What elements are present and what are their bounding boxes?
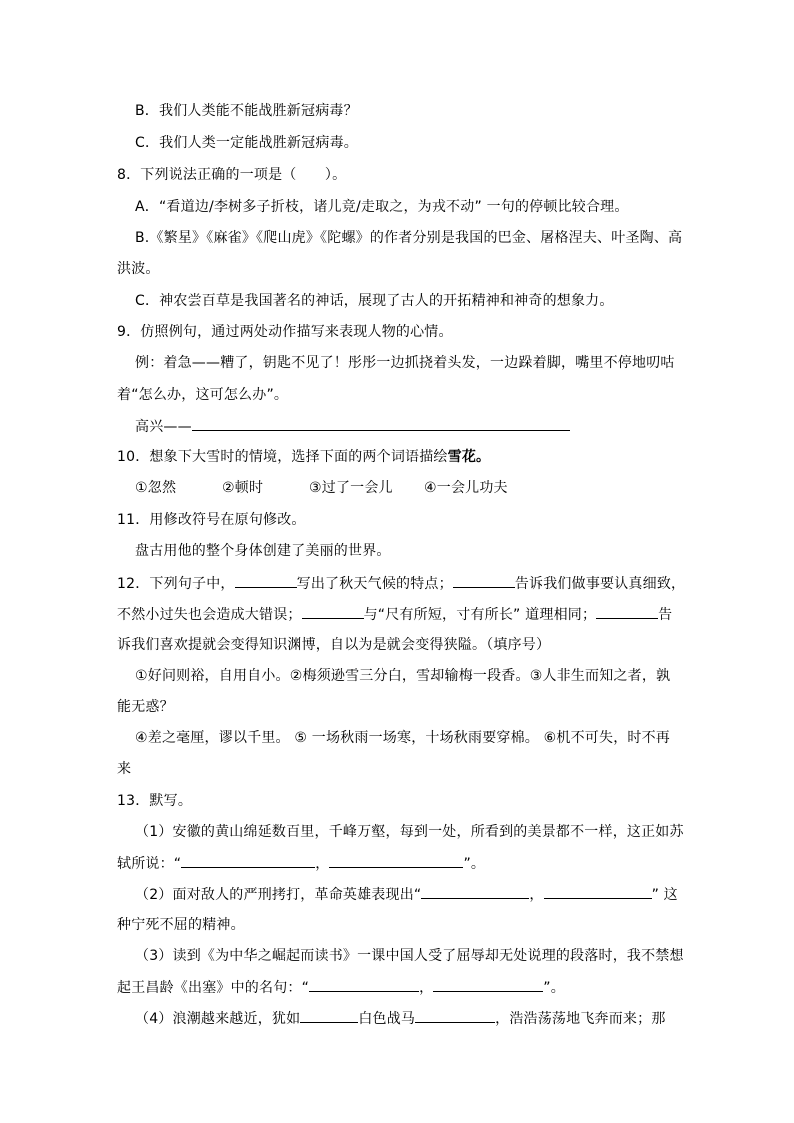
q12-options-line1: ①好问则裕，自用自小。②梅须逊雪三分白，雪却输梅一段香。③人非生而知之者，孰 [135,668,671,684]
q13-blank-1[interactable] [181,853,315,868]
q13-part3-line2 [0,977,794,998]
q12-line1 [0,573,794,594]
q9-answer-blank[interactable] [192,416,570,431]
q8-option-c: C．神农尝百草是我国著名的神话，展现了古人的开拓精神和神奇的想象力。 [135,293,614,309]
q10-stem [0,447,794,467]
q12-text: 写出了秋天气候的特点； [296,576,453,592]
q13-part4-line1 [0,1008,794,1029]
q8-stem: 8．下列说法正确的一项是（ ）。 [117,167,347,183]
q9-example-line2: 着“怎么办，这可怎么办”。 [117,387,289,403]
q12-text: 告诉我们做事要认真细致， [514,576,686,592]
q8-option-a: A．“看道边/李树多子折枝，诸儿竞/走取之，为戎不动” 一句的停顿比较合理。 [135,199,629,215]
q10-option-2: ②顿时 [222,480,264,496]
q13-blank-7[interactable] [300,1008,358,1023]
q7-option-c: C．我们人类一定能战胜新冠病毒。 [135,135,358,151]
q7-option-b: B．我们人类能不能战胜新冠病毒？ [135,103,358,119]
q12-options-line3: ④差之毫厘，谬以千里。 ⑤ 一场秋雨一场寒，十场秋雨要穿棉。 ⑥机不可失，时不再 [135,730,671,746]
q13-text: 起王昌龄《出塞》中的名句：“ [117,980,310,996]
q13-part1-line2 [0,853,794,874]
q10-stem-emphasis: 雪花。 [447,449,491,465]
q9-stem: 9．仿照例句，通过两处动作描写来表现人物的心情。 [117,324,453,340]
q12-blank-3[interactable] [302,604,364,619]
q10-stem-text: 10．想象下大雪时的情境，选择下面的两个词语描绘 [117,449,448,465]
q10-option-3: ③过了一会儿 [309,480,393,496]
q12-text: 与“尺有所短，寸有所长” 道理相同； [363,607,597,623]
q12-text: 不然小过失也会造成大错误； [117,607,302,623]
q12-line2 [0,604,794,625]
q13-blank-3[interactable] [421,884,529,899]
q10-options [0,478,794,498]
q13-blank-4[interactable] [544,884,652,899]
q13-text: （2）面对敌人的严刑拷打，革命英雄表现出“ [135,887,422,903]
q11-stem: 11．用修改符号在原句修改。 [117,512,306,528]
q13-part1-line1: （1）安徽的黄山绵延数百里，千峰万壑，每到一处，所看到的美景都不一样，这正如苏 [135,824,684,840]
q13-part2-line2: 种宁死不屈的精神。 [117,917,245,933]
q12-text: 12．下列句子中， [117,576,235,592]
q13-text: ， [419,980,434,996]
q8-option-b-line1: B.《繁星》《麻雀》《爬山虎》《陀螺》的作者分别是我国的巴金、屠格涅夫、叶圣陶、高 [135,230,683,246]
q13-text: ”。 [543,980,565,996]
q13-stem: 13．默写。 [117,793,193,809]
q13-text: 轼所说：“ [117,856,182,872]
q10-option-1: ①忽然 [135,480,177,496]
q12-options-line2: 能无惑？ [117,699,174,715]
q11-sentence: 盘古用他的整个身体创建了美丽的世界。 [135,543,391,559]
q9-example-line1: 例：着急——糟了，钥匙不见了！彤彤一边抓挠着头发，一边跺着脚，嘴里不停地叨咕 [135,355,675,371]
q12-options-line4: 来 [117,761,132,777]
q12-blank-4[interactable] [596,604,658,619]
q13-text: ”。 [463,856,486,872]
q13-blank-8[interactable] [415,1008,495,1023]
q13-text: ， [529,887,544,903]
q13-text: ， [315,856,330,872]
q13-part3-line1: （3）读到《为中华之崛起而读书》一课中国人受了屈辱却无处说理的段落时，我不禁想 [135,948,684,964]
q13-text: （4）浪潮越来越近，犹如 [135,1011,301,1027]
q9-prompt: 高兴—— [135,419,192,435]
q13-text: ，浩浩荡荡地飞奔而来；那 [495,1011,666,1027]
q13-blank-6[interactable] [433,977,543,992]
q12-text: 告 [658,607,673,623]
q13-blank-5[interactable] [309,977,419,992]
q12-blank-1[interactable] [235,573,297,588]
q13-text: 白色战马 [358,1011,416,1027]
q12-line3: 诉我们喜欢提就会变得知识渊博，自以为是就会变得狭隘。（填序号） [117,637,551,653]
q13-blank-2[interactable] [329,853,463,868]
q9-answer-line [0,416,794,437]
q8-option-b-line2: 洪波。 [117,261,160,277]
q13-text: ” 这 [651,887,678,903]
q12-blank-2[interactable] [453,573,515,588]
q10-option-4: ④一会儿功夫 [424,480,508,496]
q13-part2-line1 [0,884,794,905]
